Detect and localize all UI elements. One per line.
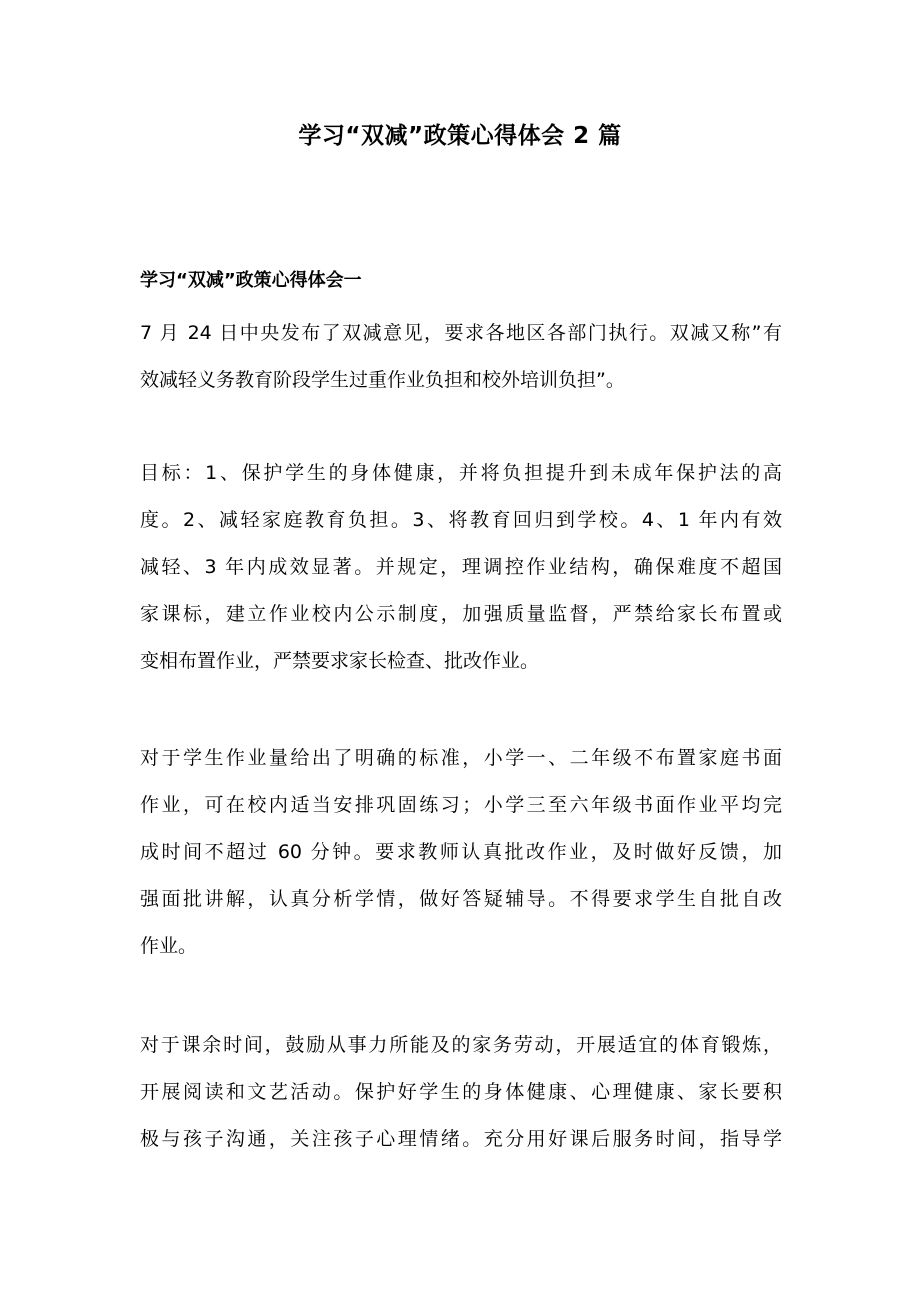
paragraph-line: 作业，可在校内适当安排巩固练习；小学三至六年级书面作业平均完 xyxy=(140,794,782,816)
paragraph-spare-time xyxy=(140,1022,782,1163)
paragraph-line: 对于学生作业量给出了明确的标准，小学一、二年级不布置家庭书面 xyxy=(140,747,782,769)
paragraph-line: 对于课余时间，鼓励从事力所能及的家务劳动，开展适宜的体育锻炼， xyxy=(140,1034,782,1056)
paragraph-line: 强面批讲解，认真分析学情，做好答疑辅导。不得要求学生自批自改 xyxy=(140,888,782,910)
paragraph-line: 作业。 xyxy=(140,935,198,957)
paragraph-goals xyxy=(140,450,782,685)
paragraph-line: 度。2、减轻家庭教育负担。3、将教育回归到学校。4、1 年内有效 xyxy=(140,509,782,531)
paragraph-line: 开展阅读和文艺活动。保护好学生的身体健康、心理健康、家长要积 xyxy=(140,1081,782,1103)
section-heading: 学习“双减”政策心得体会一 xyxy=(140,270,362,291)
paragraph-line: 7 月 24 日中央发布了双减意见，要求各地区各部门执行。双减又称”有 xyxy=(140,322,782,344)
document-title: 学习“双减”政策心得体会 2 篇 xyxy=(298,123,622,149)
paragraph-line: 极与孩子沟通，关注孩子心理情绪。充分用好课后服务时间，指导学 xyxy=(140,1128,782,1150)
paragraph-line: 目标：1、保护学生的身体健康，并将负担提升到未成年保护法的高 xyxy=(140,462,782,484)
paragraph-line: 成时间不超过 60 分钟。要求教师认真批改作业，及时做好反馈，加 xyxy=(140,841,782,863)
paragraph-line: 效减轻义务教育阶段学生过重作业负担和校外培训负担”。 xyxy=(140,369,625,391)
paragraph-intro xyxy=(140,310,782,404)
paragraph-line: 变相布置作业，严禁要求家长检查、批改作业。 xyxy=(140,650,540,672)
paragraph-line: 减轻、3 年内成效显著。并规定，理调控作业结构，确保难度不超国 xyxy=(140,556,782,578)
paragraph-homework xyxy=(140,735,782,970)
paragraph-line: 家课标，建立作业校内公示制度，加强质量监督，严禁给家长布置或 xyxy=(140,603,782,625)
